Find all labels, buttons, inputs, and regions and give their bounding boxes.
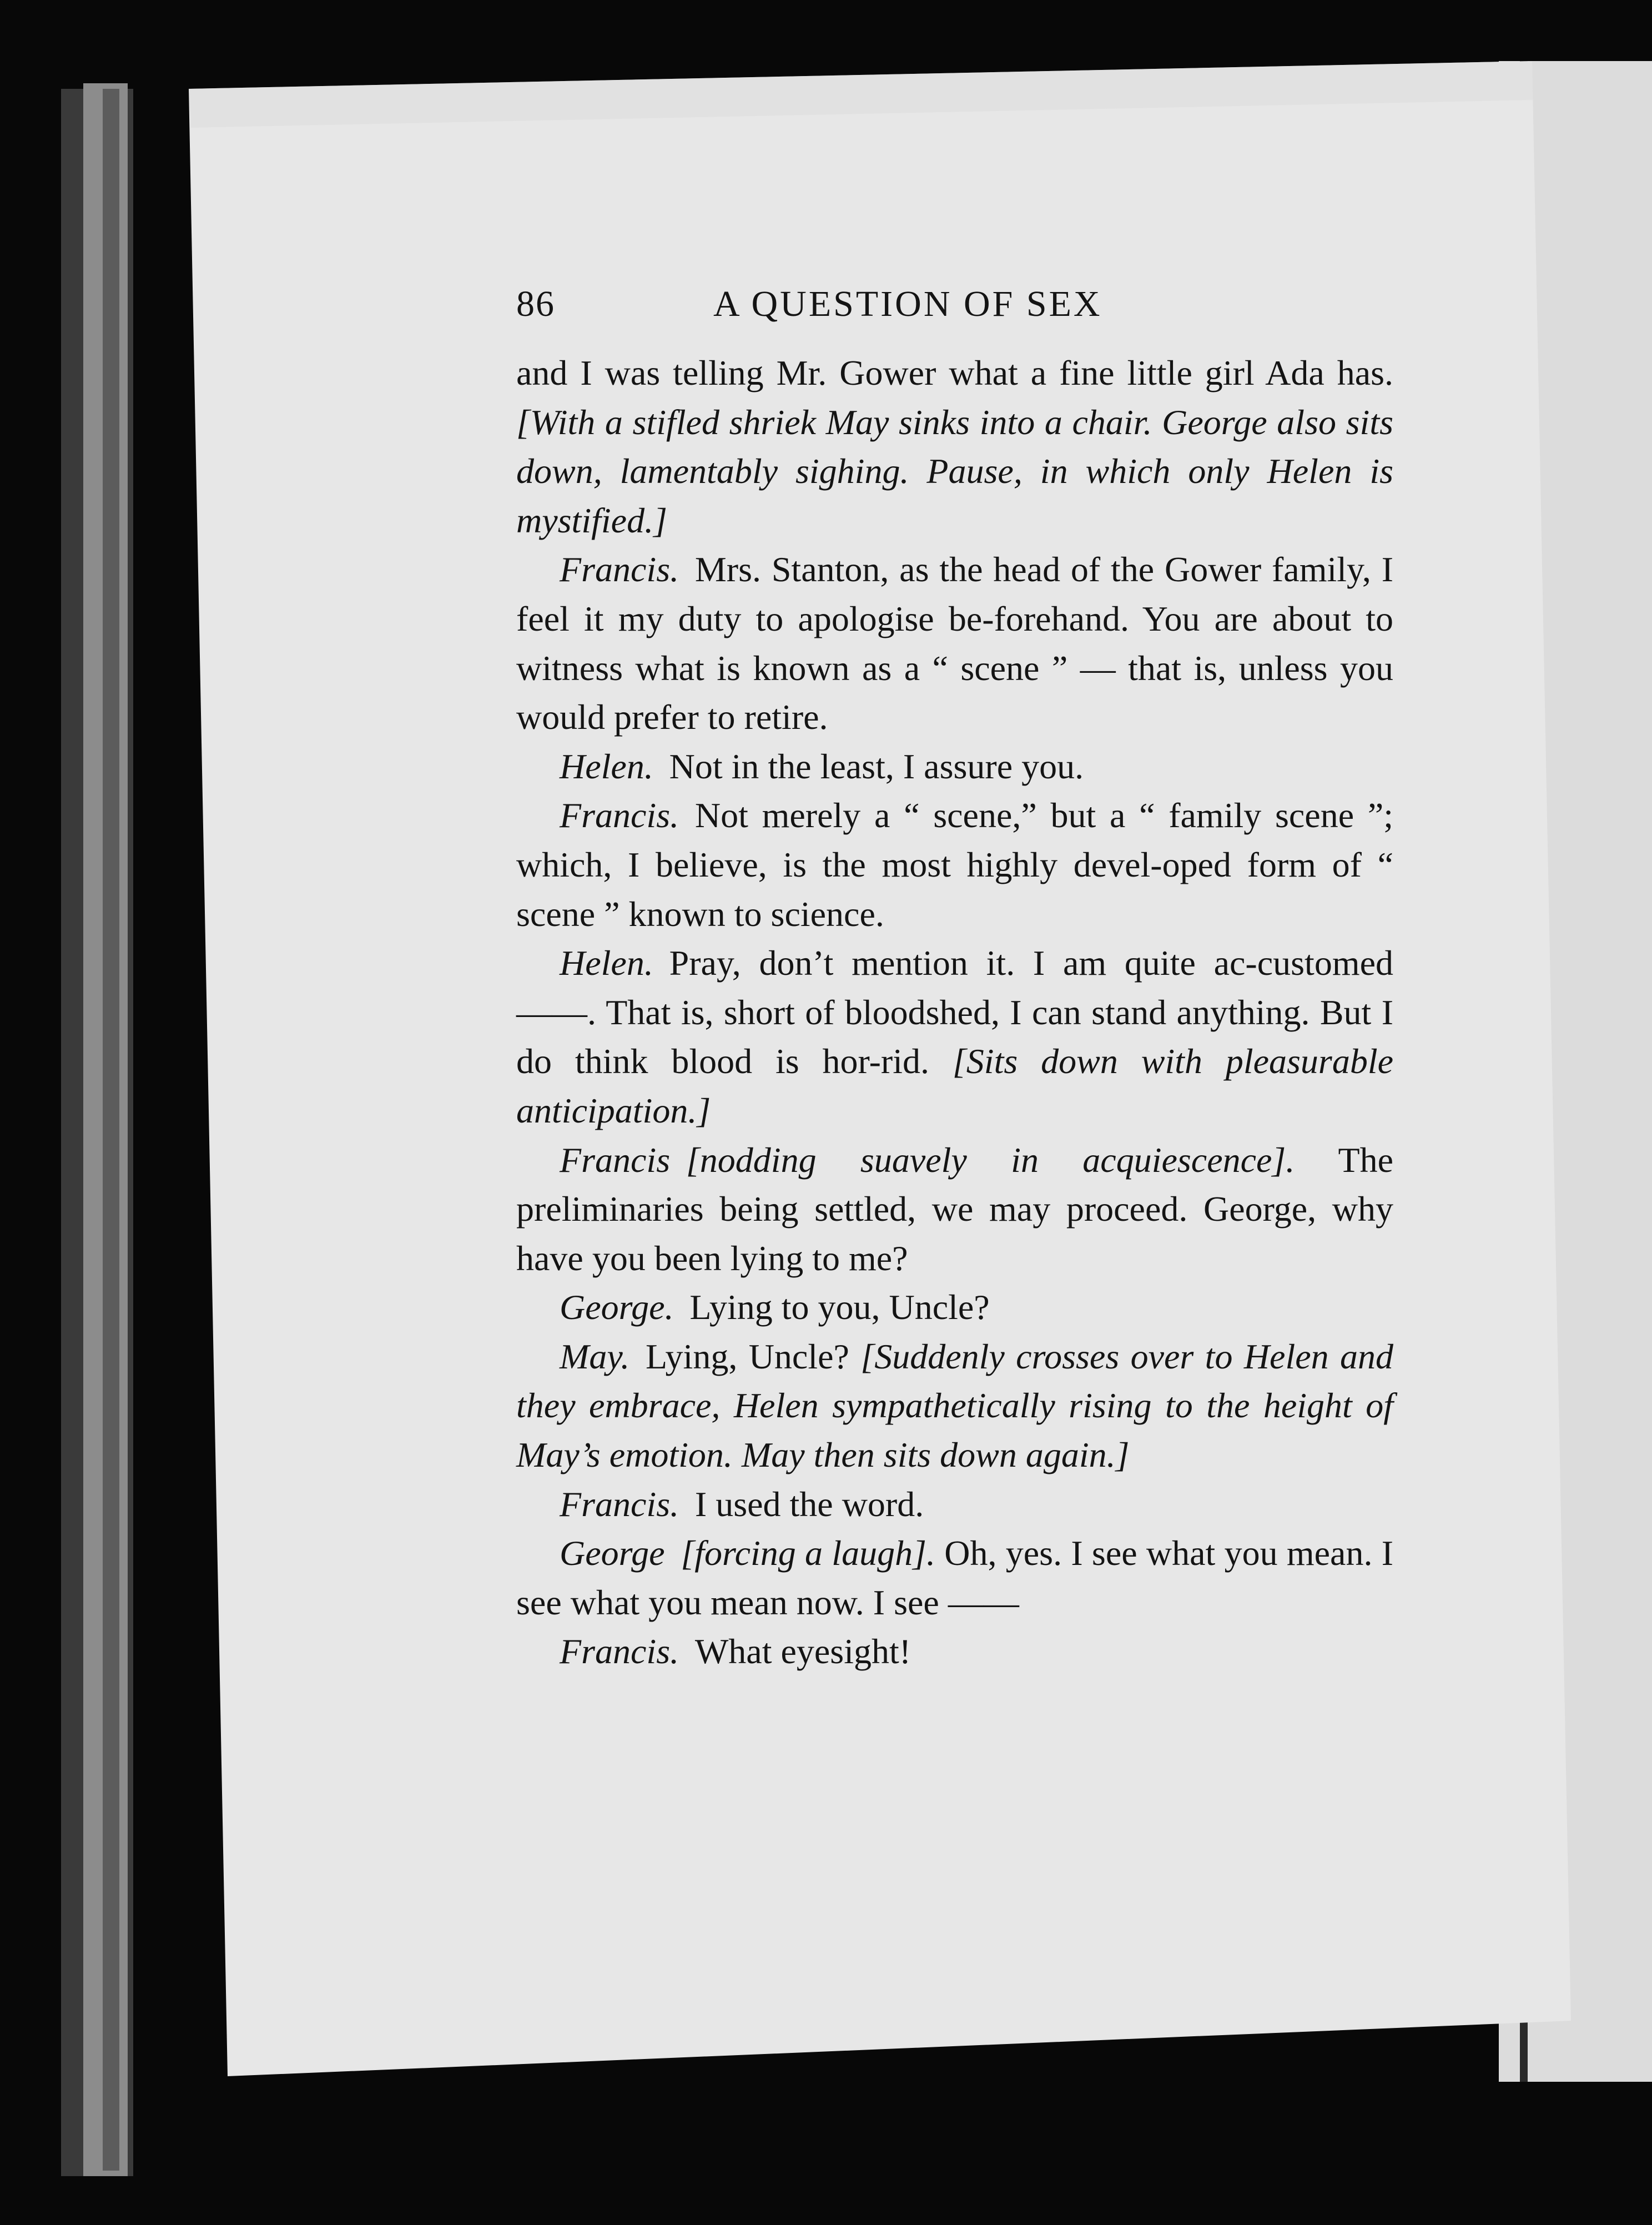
paragraph — [516, 1283, 1393, 1332]
stage-direction: [forcing a laugh]. — [681, 1533, 935, 1573]
speaker-name: Helen. — [560, 943, 653, 983]
speaker-name: George — [560, 1533, 665, 1573]
running-header — [516, 283, 1393, 333]
paragraph — [516, 349, 1393, 545]
paragraph — [516, 742, 1393, 792]
paragraph — [516, 939, 1393, 1135]
page-number: 86 — [516, 284, 555, 324]
stage-direction: [nodding suavely in acquiescence]. — [686, 1140, 1295, 1180]
dialogue-text: Mrs. Stanton, as the head of the Gower family, I feel it my duty to apologise be-forehand. You are about to witness what is known as a “ scene ” — that is, unless you would prefer to retire. — [516, 550, 1393, 737]
dialogue-text: and I was telling Mr. Gower what a fine little girl Ada has. — [516, 353, 1393, 392]
dialogue-text: Oh, yes. I see what you mean. I see what you mean now. I see —— — [516, 1533, 1394, 1622]
dialogue-text: Not in the least, I assure you. — [669, 746, 1084, 786]
paragraph — [516, 1627, 1393, 1677]
speaker-name: Francis. — [560, 796, 679, 835]
dialogue-text: Lying, Uncle? — [645, 1336, 849, 1376]
running-title: A QUESTION OF SEX — [713, 284, 1102, 324]
paragraph — [516, 1136, 1393, 1283]
speaker-name: Francis. — [560, 550, 679, 590]
dialogue-text: The preliminaries being settled, we may proceed. George, why have you been lying to me? — [516, 1140, 1394, 1278]
speaker-name: Helen. — [560, 746, 653, 786]
speaker-name: Francis. — [560, 1484, 679, 1524]
page-text-block — [516, 283, 1393, 1677]
dialogue-text: What eyesight! — [694, 1632, 911, 1672]
stage-direction: [Suddenly crosses over to Helen and they embrace, Helen sympathetically rising to the height of May’s emotion. May then sits down again.] — [516, 1336, 1394, 1475]
speaker-name: May. — [560, 1336, 630, 1376]
stage-direction: [Sits down with pleasurable anticipation.] — [516, 1041, 1394, 1130]
paragraph — [516, 1529, 1393, 1627]
paragraph — [516, 791, 1393, 939]
stage-direction: [With a stifled shriek May sinks into a chair. George also sits down, lamentably sighing. Pause, in which only Helen is mystified.] — [516, 402, 1393, 540]
dialogue-text: Not merely a “ scene,” but a “ family scene ”; which, I believe, is the most highly devel-oped form of “ scene ” known to science. — [516, 796, 1393, 934]
speaker-name: Francis. — [560, 1632, 679, 1672]
paragraph — [516, 545, 1393, 742]
speaker-name: Francis — [560, 1140, 671, 1180]
speaker-name: George. — [560, 1287, 674, 1327]
dialogue-text: Pray, don’t mention it. I am quite ac-customed ——. That is, short of bloodshed, I can stand anything. But I do think blood is hor-rid. — [516, 943, 1393, 1081]
dialogue-text: I used the word. — [694, 1484, 924, 1524]
paragraph — [516, 1480, 1393, 1529]
dialogue-text: Lying to you, Uncle? — [689, 1287, 990, 1327]
paragraph — [516, 1332, 1393, 1480]
